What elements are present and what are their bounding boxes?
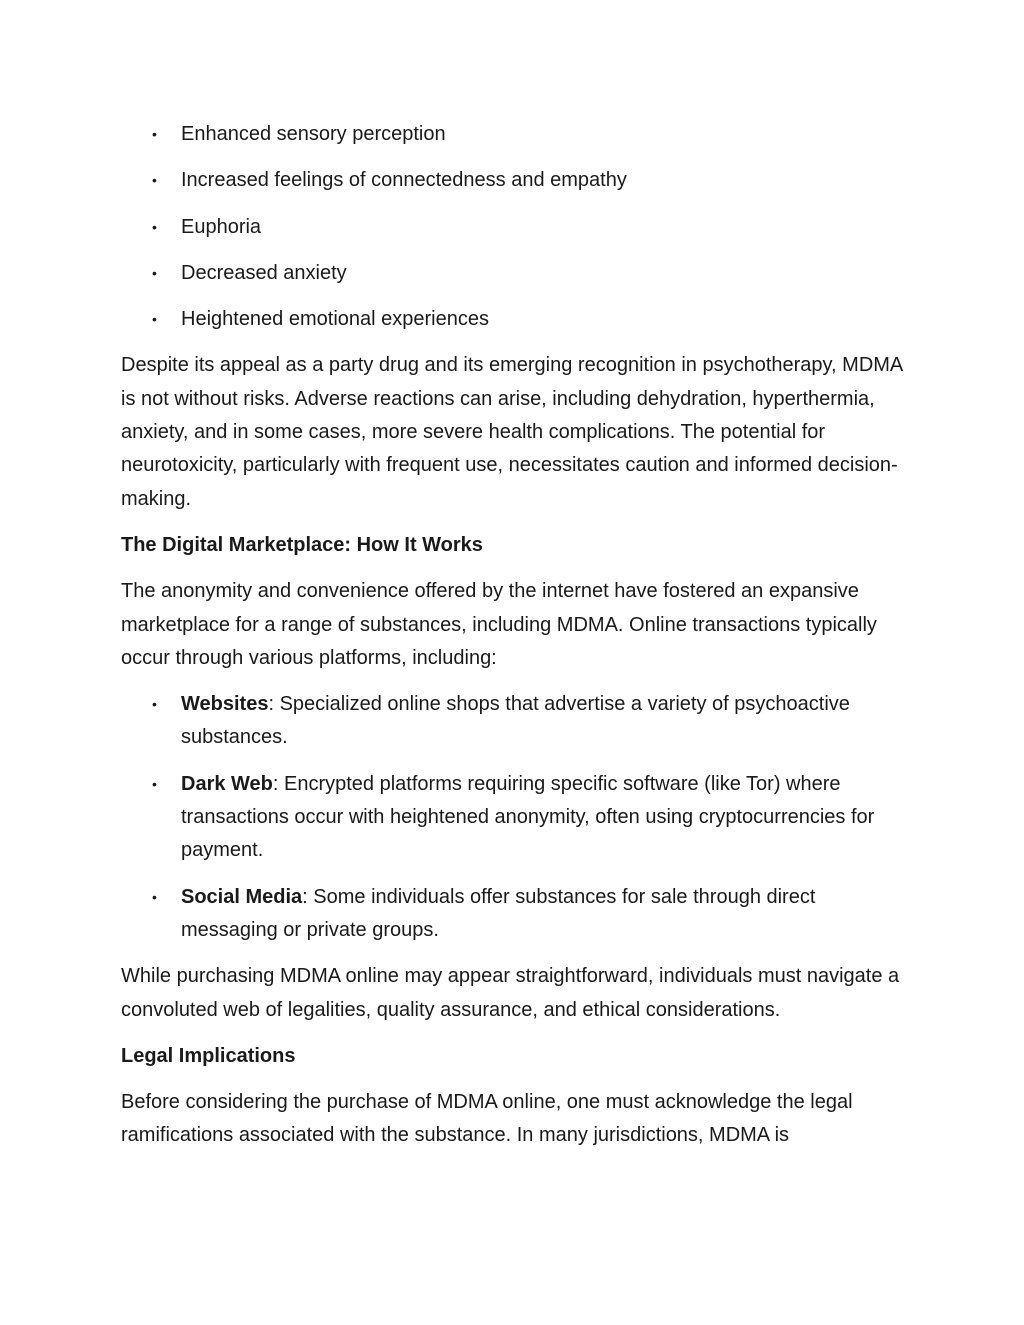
bullet-icon: • bbox=[152, 172, 157, 189]
list-item bbox=[121, 303, 911, 336]
bullet-icon: • bbox=[152, 218, 157, 235]
bullet-icon: • bbox=[152, 696, 157, 713]
list-item bbox=[121, 768, 911, 868]
paragraph-while: While purchasing MDMA online may appear straightforward, individuals must navigate a convoluted web of legalities, quality assurance, and ethical considerations. bbox=[121, 965, 900, 1021]
list-item-text: : Specialized online shops that advertise a variety of psychoactive substances. bbox=[181, 693, 850, 749]
paragraph-marketplace: The anonymity and convenience offered by the internet have fostered an expansive marketplace for a range of substances, including MDMA. Online transactions typically occur through various platforms, including: bbox=[121, 580, 877, 669]
heading-legal: Legal Implications bbox=[121, 1044, 296, 1067]
bullet-icon: • bbox=[152, 126, 157, 142]
list-item-term: Dark Web bbox=[181, 772, 273, 795]
list-item bbox=[121, 118, 911, 151]
platforms-list bbox=[121, 688, 911, 947]
bullet-icon: • bbox=[152, 775, 157, 792]
bullet-icon: • bbox=[152, 311, 157, 328]
document-content bbox=[121, 118, 911, 1166]
list-item-term: Social Media bbox=[181, 885, 303, 908]
list-item-text: Euphoria bbox=[181, 215, 262, 238]
list-item-term: Websites bbox=[181, 693, 269, 716]
list-item bbox=[121, 688, 911, 755]
list-item-text: Enhanced sensory perception bbox=[181, 123, 446, 145]
paragraph-legal: Before considering the purchase of MDMA online, one must acknowledge the legal ramifications associated with the substance. In many jurisdictions, MDMA is bbox=[121, 1091, 853, 1147]
list-item-text: Increased feelings of connectedness and empathy bbox=[181, 169, 627, 192]
heading-marketplace: The Digital Marketplace: How It Works bbox=[121, 533, 483, 556]
list-item-text: : Some individuals offer substances for sale through direct messaging or private groups. bbox=[181, 885, 816, 941]
list-item-text: Decreased anxiety bbox=[181, 261, 347, 284]
bullet-icon: • bbox=[152, 888, 157, 905]
list-item-text: Heightened emotional experiences bbox=[181, 308, 489, 331]
list-item bbox=[121, 257, 911, 290]
paragraph-risks: Despite its appeal as a party drug and its emerging recognition in psychotherapy, MDMA is not without risks. Adverse reactions can arise, including dehydration, hyperthermia, anxiety, and in some cases, more severe health complications. The potential for neurotoxicity, particularly with frequent use, necessitates caution and informed decision-making. bbox=[121, 354, 903, 510]
effects-list bbox=[121, 118, 911, 336]
list-item bbox=[121, 211, 911, 244]
list-item bbox=[121, 164, 911, 197]
bullet-icon: • bbox=[152, 264, 157, 281]
list-item-text: : Encrypted platforms requiring specific software (like Tor) where transactions occur with heightened anonymity, often using cryptocurrencies for payment. bbox=[181, 772, 875, 862]
list-item bbox=[121, 881, 911, 948]
